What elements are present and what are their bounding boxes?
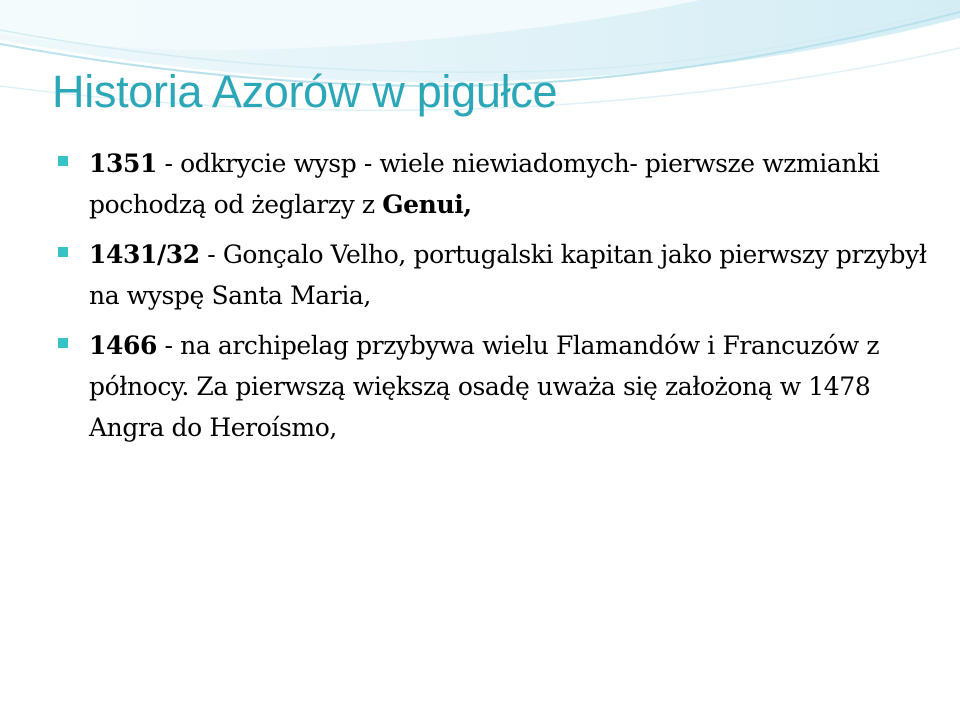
- square-bullet-icon: [58, 338, 68, 348]
- bullet-year: 1351: [89, 149, 157, 178]
- bullet-text: [89, 331, 879, 442]
- bullet-text: [89, 149, 879, 219]
- bullet-body: - Gonçalo Velho, portugalski kapitan jako pierwszy przybył na wyspę Santa Maria,: [89, 240, 927, 310]
- bullet-list: [58, 143, 938, 457]
- bullet-body: - na archipelag przybywa wielu Flamandów i Francuzów z północy. Za pierwszą większą osadę uważa się założoną w 1478 Angra do Heroísmo,: [89, 331, 880, 442]
- bullet-body: - odkrycie wysp - wiele niewiadomych- pierwsze wzmianki pochodzą od żeglarzy z: [89, 149, 880, 219]
- bullet-year: 1466: [89, 331, 157, 360]
- bullet-item-1431: [58, 234, 938, 316]
- slide-title: Historia Azorów w pigułce: [52, 66, 558, 117]
- bullet-item-1466: [58, 325, 938, 448]
- bullet-year: 1431/32: [89, 240, 200, 269]
- bullet-item-1351: [58, 143, 938, 225]
- square-bullet-icon: [58, 156, 68, 166]
- bullet-emphasis: Genui,: [382, 190, 472, 219]
- square-bullet-icon: [58, 247, 68, 257]
- bullet-text: [89, 240, 927, 310]
